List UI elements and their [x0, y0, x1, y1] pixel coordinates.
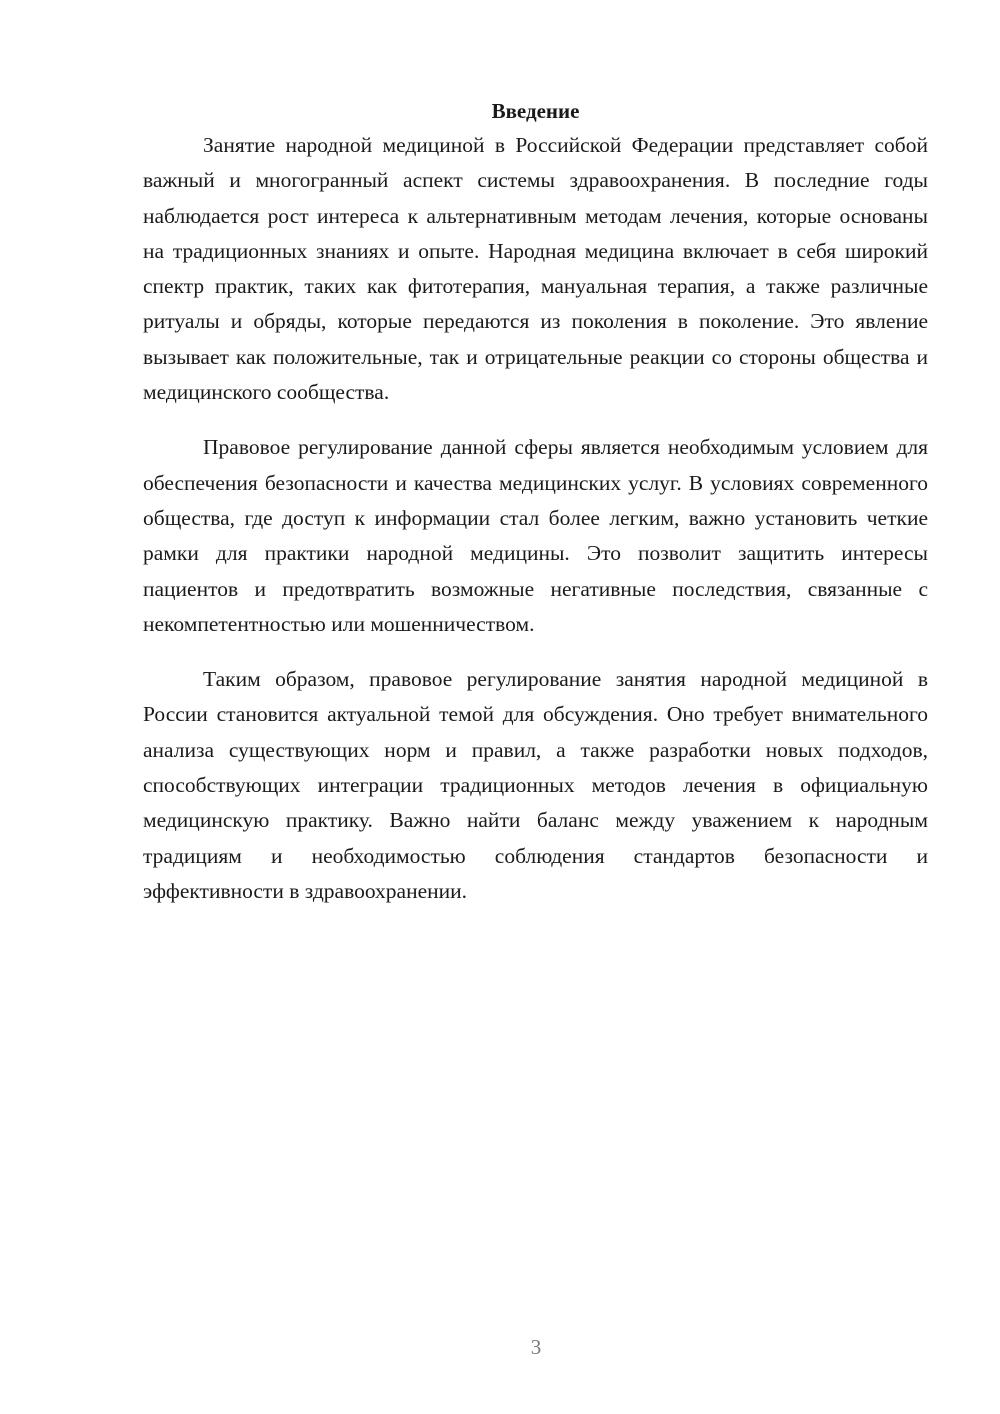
paragraph-3: Таким образом, правовое регулирование занятия народной медициной в России становится актуальной темой для обсуждения. Оно требует внимательного анализа существующих норм и правил, а также разработки новых подходов, способствующих интеграции традиционных методов лечения в официальную медицинскую практику. Важно найти баланс между уважением к народным традициям и необходимостью соблюдения стандартов безопасности и эффективности в здравоохранении. [143, 667, 928, 903]
paragraph-1: Занятие народной медициной в Российской Федерации представляет собой важный и многогранный аспект системы здравоохранения. В последние годы наблюдается рост интереса к альтернативным методам лечения, которые основаны на традиционных знаниях и опыте. Народная медицина включает в себя широкий спектр практик, таких как фитотерапия, мануальная терапия, а также различные ритуалы и обряды, которые передаются из поколения в поколение. Это явление вызывает как положительные, так и отрицательные реакции со стороны общества и медицинского сообщества. [143, 133, 928, 405]
page-content [143, 94, 928, 909]
page-number: 3 [530, 1335, 542, 1359]
section-heading: Введение [491, 99, 580, 123]
paragraph-2: Правовое регулирование данной сферы является необходимым условием для обеспечения безопасности и качества медицинских услуг. В условиях современного общества, где доступ к информации стал более легким, важно установить четкие рамки для практики народной медицины. Это позволит защитить интересы пациентов и предотвратить возможные негативные последствия, связанные с некомпетентностью или мошенничеством. [143, 435, 928, 636]
